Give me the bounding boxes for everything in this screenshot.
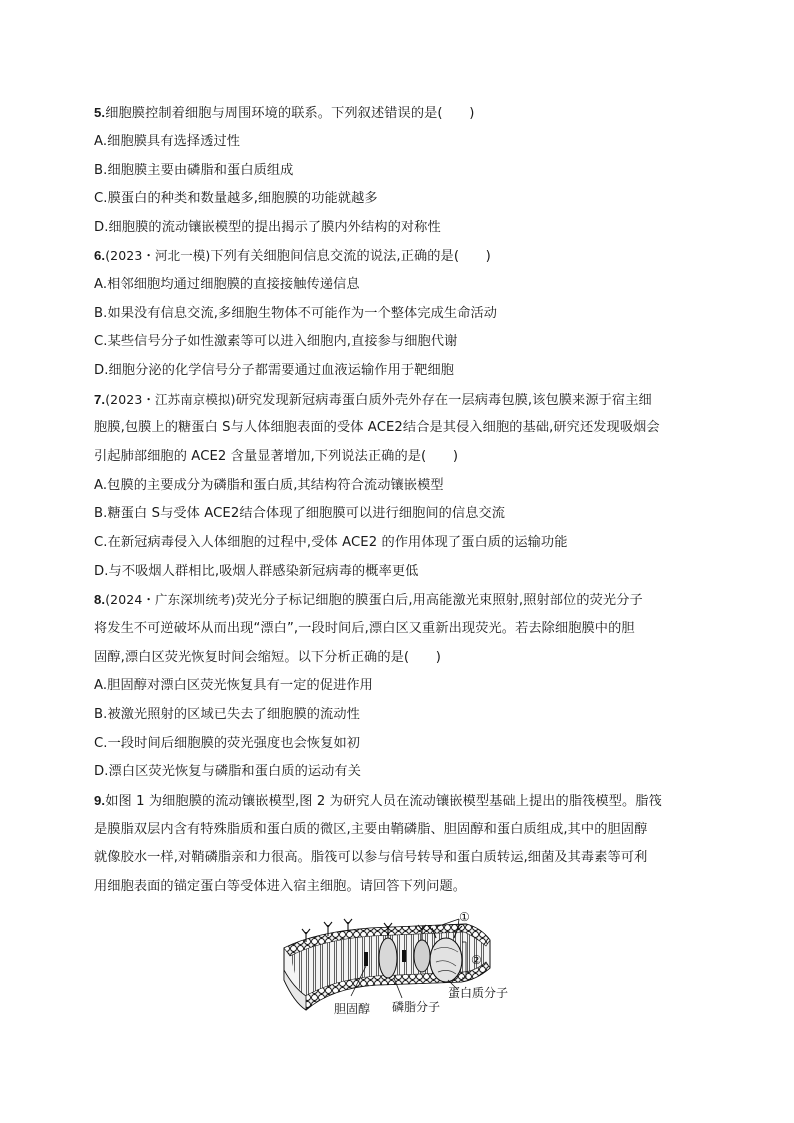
cholesterol-label: 胆固醇 — [334, 1002, 371, 1016]
question-7-stem-line-2: 胞膜,包膜上的糖蛋白 S与人体细胞表面的受体 ACE2结合是其侵入细胞的基础,研究还发现吸烟会 — [94, 420, 660, 435]
protein-molecule — [379, 938, 397, 978]
question-text: 荧光分子标记细胞的膜蛋白后,用高能激光束照射,照射部位的荧光分子 — [235, 593, 643, 608]
question-7-stem-line-1 — [94, 391, 652, 410]
question-number: 9. — [94, 793, 106, 808]
protein-molecule — [414, 940, 430, 972]
question-number: 8. — [94, 592, 106, 607]
question-8-stem-line-1 — [94, 591, 643, 610]
membrane-figure — [276, 910, 526, 1018]
question-text: 研究发现新冠病毒蛋白质外壳外存在一层病毒包膜,该包膜来源于宿主细 — [235, 393, 652, 408]
question-7-option-d: D.与不吸烟人群相比,吸烟人群感染新冠病毒的概率更低 — [94, 564, 419, 579]
question-source: (2023・江苏南京模拟) — [105, 392, 236, 407]
question-number: 6. — [94, 248, 106, 263]
question-number: 5. — [94, 105, 106, 120]
question-5-option-a: A.细胞膜具有选择透过性 — [94, 134, 241, 149]
question-9-stem-line-1 — [94, 792, 662, 811]
question-9-stem-line-3: 就像胶水一样,对鞘磷脂亲和力很高。脂筏可以参与信号转导和蛋白质转运,细菌及其毒素等可利 — [94, 850, 648, 865]
question-6-option-d: D.细胞分泌的化学信号分子都需要通过血液运输作用于靶细胞 — [94, 363, 455, 378]
question-text: 如图 1 为细胞膜的流动镶嵌模型,图 2 为研究人员在流动镶嵌模型基础上提出的脂筏模型。脂筏 — [105, 794, 662, 809]
protein-label: 蛋白质分子 — [448, 986, 509, 1000]
question-5-option-c: C.膜蛋白的种类和数量越多,细胞膜的功能就越多 — [94, 191, 378, 206]
question-5-option-d: D.细胞膜的流动镶嵌模型的提出揭示了膜内外结构的对称性 — [94, 220, 441, 235]
marker-2-label: ② — [471, 953, 482, 967]
question-8-option-b: B.被激光照射的区域已失去了细胞膜的流动性 — [94, 707, 360, 722]
question-7-stem-line-3: 引起肺部细胞的 ACE2 含量显著增加,下列说法正确的是( ) — [94, 449, 459, 464]
question-8-option-a: A.胆固醇对漂白区荧光恢复具有一定的促进作用 — [94, 678, 373, 693]
question-source: (2023・河北一模) — [105, 248, 211, 263]
question-text: 下列有关细胞间信息交流的说法,正确的是( ) — [210, 249, 491, 264]
question-6-option-b: B.如果没有信息交流,多细胞生物体不可能作为一个整体完成生命活动 — [94, 306, 498, 321]
question-9-stem-line-2: 是膜脂双层内含有特殊脂质和蛋白质的微区,主要由鞘磷脂、胆固醇和蛋白质组成,其中的胆固醇 — [94, 822, 648, 837]
question-number: 7. — [94, 392, 106, 407]
question-8-option-d: D.漂白区荧光恢复与磷脂和蛋白质的运动有关 — [94, 764, 362, 779]
marker-1-label: ① — [459, 910, 470, 924]
question-text: 细胞膜控制着细胞与周围环境的联系。下列叙述错误的是( ) — [105, 106, 475, 121]
raft-protein — [430, 938, 462, 982]
question-6-option-c: C.某些信号分子如性激素等可以进入细胞内,直接参与细胞代谢 — [94, 334, 458, 349]
question-8-stem-line-2: 将发生不可逆破坏从而出现“漂白”,一段时间后,漂白区又重新出现荧光。若去除细胞膜中的胆 — [94, 621, 635, 636]
question-8-stem-line-3: 固醇,漂白区荧光恢复时间会缩短。以下分析正确的是( ) — [94, 650, 441, 665]
question-7-option-b: B.糖蛋白 S与受体 ACE2结合体现了细胞膜可以进行细胞间的信息交流 — [94, 506, 506, 521]
question-8-option-c: C.一段时间后细胞膜的荧光强度也会恢复如初 — [94, 736, 361, 751]
question-source: (2024・广东深圳统考) — [105, 592, 236, 607]
question-7-option-a: A.包膜的主要成分为磷脂和蛋白质,其结构符合流动镶嵌模型 — [94, 478, 444, 493]
question-5-stem — [94, 104, 474, 123]
question-6-stem — [94, 247, 491, 266]
question-6-option-a: A.相邻细胞均通过细胞膜的直接接触传递信息 — [94, 277, 360, 292]
phospholipid-label: 磷脂分子 — [392, 1000, 441, 1014]
question-7-option-c: C.在新冠病毒侵入人体细胞的过程中,受体 ACE2 的作用体现了蛋白质的运输功能 — [94, 535, 568, 550]
question-5-option-b: B.细胞膜主要由磷脂和蛋白质组成 — [94, 163, 294, 178]
question-9-stem-line-4: 用细胞表面的锚定蛋白等受体进入宿主细胞。请回答下列问题。 — [94, 879, 467, 894]
